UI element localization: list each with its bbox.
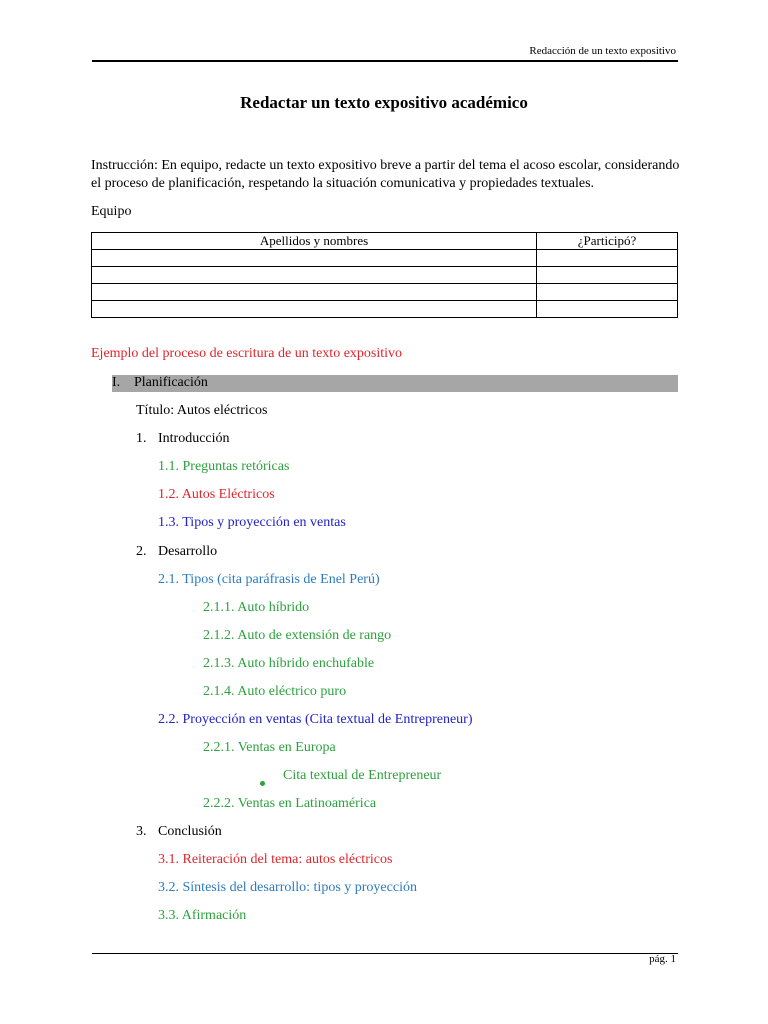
- team-table-header-row: [92, 233, 678, 250]
- table-row: [92, 301, 678, 318]
- table-row: [92, 250, 678, 267]
- outline-item-1-2: 1.2. Autos Eléctricos: [158, 487, 275, 502]
- header-rule: [92, 60, 678, 62]
- outline-item-1-1: 1.1. Preguntas retóricas: [158, 459, 290, 474]
- outline-item-2-2: 2.2. Proyección en ventas (Cita textual de Entrepreneur): [158, 712, 473, 727]
- section-bar-planificacion: [112, 375, 678, 392]
- outline-item-2-2-2: 2.2.2. Ventas en Latinoamérica: [203, 796, 377, 811]
- outline-item-3-1: 3.1. Reiteración del tema: autos eléctricos: [158, 852, 393, 867]
- name-cell[interactable]: [92, 267, 537, 284]
- outline-h3-label: Conclusión: [158, 824, 222, 839]
- outline-h1-number: 1.: [136, 431, 147, 446]
- instruction-text: Instrucción: En equipo, redacte un texto expositivo breve a partir del tema el acoso escolar, considerando el proceso de planificación, respetando la situación comunicativa y propiedades textuales.: [91, 158, 680, 191]
- footer-rule: [92, 953, 678, 954]
- outline-item-3-2: 3.2. Síntesis del desarrollo: tipos y proyección: [158, 880, 417, 895]
- column-header-names: Apellidos y nombres: [92, 233, 537, 250]
- outline-item-2-1-2: 2.1.2. Auto de extensión de rango: [203, 628, 392, 643]
- participated-cell[interactable]: [537, 284, 678, 301]
- running-header: Redacción de un texto expositivo: [529, 45, 676, 57]
- name-cell[interactable]: [92, 284, 537, 301]
- outline-item-2-1-3: 2.1.3. Auto híbrido enchufable: [203, 656, 375, 671]
- outline-item-2-1-4: 2.1.4. Auto eléctrico puro: [203, 684, 347, 699]
- participated-cell[interactable]: [537, 250, 678, 267]
- example-title: Ejemplo del proceso de escritura de un texto expositivo: [91, 346, 403, 361]
- section-number: I.: [112, 375, 121, 390]
- table-row: [92, 267, 678, 284]
- column-header-participated: ¿Participó?: [537, 233, 678, 250]
- participated-cell[interactable]: [537, 267, 678, 284]
- name-cell[interactable]: [92, 301, 537, 318]
- team-table: [91, 232, 678, 318]
- outline-bullet-item: Cita textual de Entrepreneur: [283, 768, 442, 783]
- outline-item-2-1: 2.1. Tipos (cita paráfrasis de Enel Perú): [158, 572, 380, 587]
- outline-h3-number: 3.: [136, 824, 147, 839]
- outline-item-3-3: 3.3. Afirmación: [158, 908, 247, 923]
- section-label: Planificación: [134, 375, 208, 390]
- outline-item-2-1-1: 2.1.1. Auto híbrido: [203, 600, 310, 615]
- outline-item-1-3: 1.3. Tipos y proyección en ventas: [158, 515, 346, 530]
- outline-item-2-2-1: 2.2.1. Ventas en Europa: [203, 740, 336, 755]
- page-number: pág. 1: [649, 953, 676, 965]
- outline-h2-label: Desarrollo: [158, 544, 218, 559]
- name-cell[interactable]: [92, 250, 537, 267]
- page-title: Redactar un texto expositivo académico: [240, 93, 528, 112]
- bullet-icon: [260, 773, 265, 791]
- team-label: Equipo: [91, 204, 132, 219]
- outline-h1-label: Introducción: [158, 431, 230, 446]
- table-row: [92, 284, 678, 301]
- outline-h2-number: 2.: [136, 544, 147, 559]
- participated-cell[interactable]: [537, 301, 678, 318]
- outline-title-line: Título: Autos eléctricos: [136, 403, 268, 418]
